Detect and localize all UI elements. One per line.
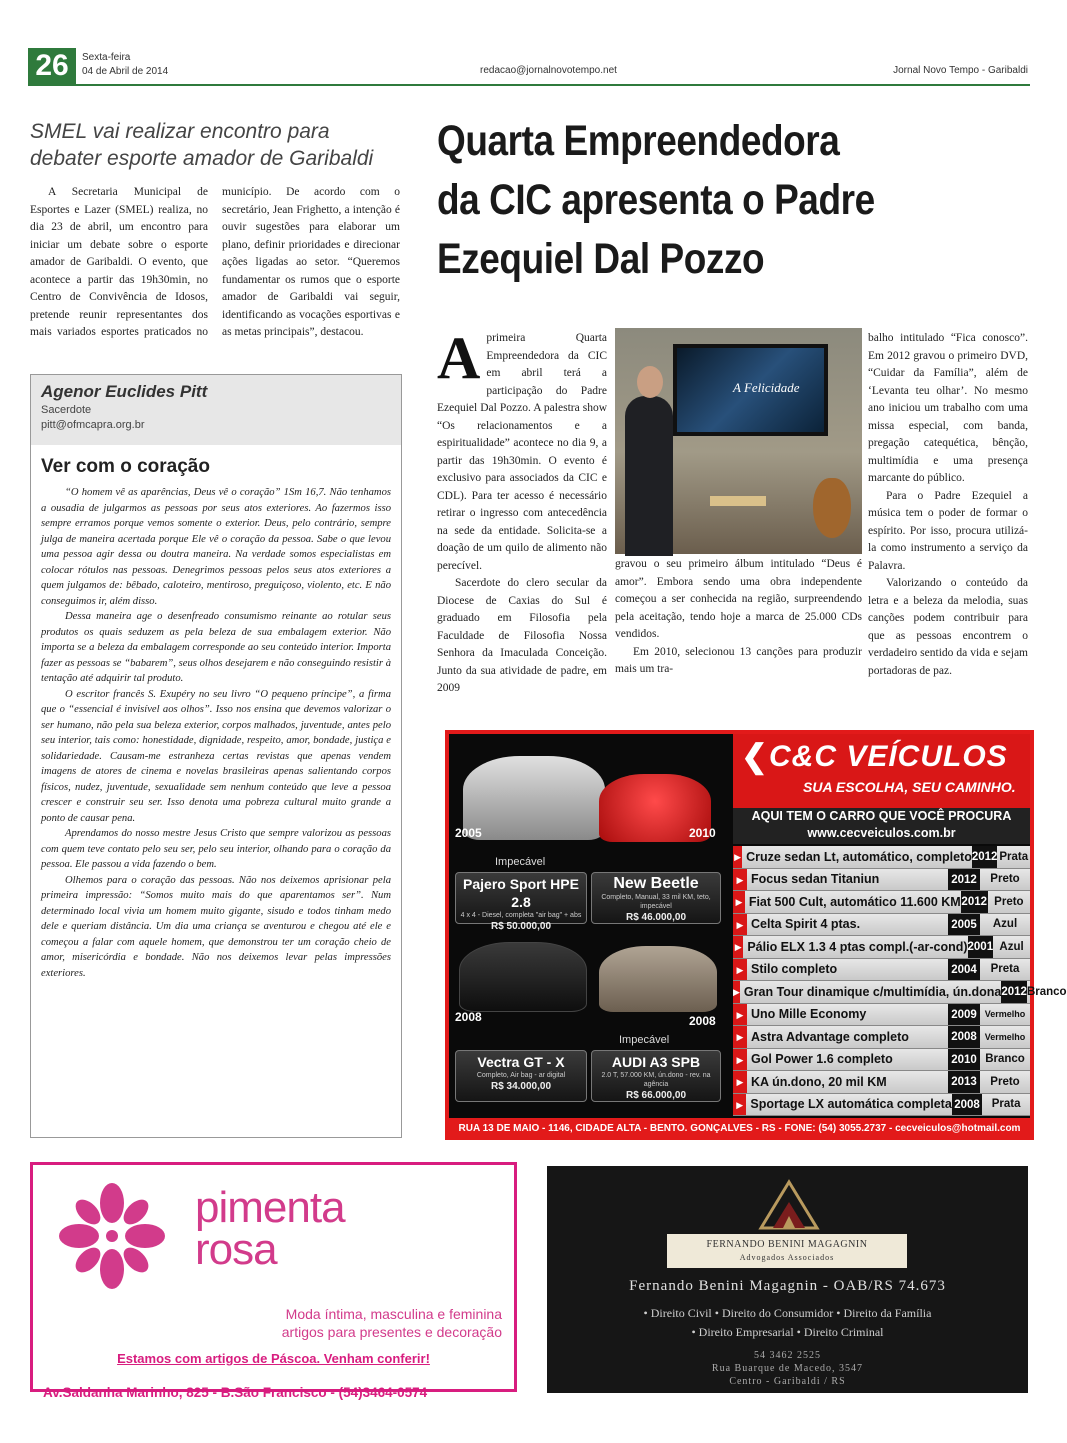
dealer-footer: RUA 13 DE MAIO - 1146, CIDADE ALTA - BENTO. GONÇALVES - RS - FONE: (54) 3055.2737 - cecveiculos@hotmail.com <box>458 1123 1021 1134</box>
car-list-year: 2009 <box>948 1004 980 1026</box>
car-list-year: 2012 <box>1001 981 1027 1003</box>
car-list-name: Stilo completo <box>751 962 838 977</box>
lawyer-name: Fernando Benini Magagnin - OAB/RS 74.673 <box>629 1278 946 1294</box>
shop-address: Av.Saldanha Marinho, 825 - B.São Francisco - (54)3464-0574 <box>43 1385 428 1400</box>
mountain-logo-icon <box>757 1176 821 1232</box>
car-list-color: Azul <box>999 940 1024 953</box>
car-list-row <box>733 891 1030 914</box>
column-body <box>31 485 401 981</box>
car-name: Vectra GT - X <box>477 1054 565 1070</box>
car-list-name: Focus sedan Titaniun <box>751 872 880 887</box>
car-list-year: 2004 <box>948 959 980 981</box>
header-email[interactable]: redacao@jornalnovotempo.net <box>480 65 617 76</box>
car-list-row <box>733 959 1030 982</box>
shop-description <box>282 1305 502 1341</box>
car-ad-inner <box>449 734 1067 1118</box>
header-date-text: 04 de Abril de 2014 <box>82 66 169 77</box>
car-condition: Impecável <box>619 1034 670 1046</box>
car-list-year: 2008 <box>948 1026 980 1048</box>
car-list-name: Sportage LX automática completa <box>750 1097 952 1112</box>
article-paragraph: balho intitulado “Fica conosco”. Em 2012 gravou o primeiro DVD, “Cuidar da Família”, além de ‘Levanta teu olhar’. No mesmo ano iniciou um trabalho com uma missa especial, com banda, pregação catequética, bênção, multimídia e uma presença marcante do público. <box>868 332 1028 484</box>
law-city: Centro - Garibaldi / RS <box>729 1376 846 1387</box>
car-list-row <box>733 981 1067 1004</box>
car-list-year: 2008 <box>952 1094 983 1116</box>
pimenta-rosa-ad <box>30 1162 517 1400</box>
dealer-website[interactable]: www.cecveiculos.com.br <box>807 826 956 840</box>
car-name: Pajero Sport HPE 2.8 <box>463 876 579 910</box>
page-header <box>28 48 1030 86</box>
car-year: 2008 <box>455 1010 482 1024</box>
article-paragraph: primeira Quarta Empreendedora da CIC em abril terá a participação do Padre Ezequiel Dal Pozzo. A palestra show “Os relacionamentos e a espiritualidade” acontece no dia 9, a partir das 19h30min. O evento é exclusivo para associados da CIC e CDL). Para ter acesso é necessário retirar o ingresso com antecedência na sede da entidade. Solicita-se a doação de um quilo de alimento não perecível. <box>437 332 607 572</box>
arrow-right-icon: ▶ <box>733 1071 747 1093</box>
article-paragraph: Para o Padre Ezequiel a música tem o poder de formar o espírito. Por isso, procura utilizá-la como instrumento a serviço da Palavra. <box>868 489 1028 572</box>
arrow-right-icon: ▶ <box>733 981 740 1003</box>
car-dealer-ad <box>445 730 1067 1140</box>
law-band-name: FERNANDO BENINI MAGAGNIN <box>706 1239 868 1250</box>
column-paragraph: Aprendamos do nosso mestre Jesus Cristo que sempre valorizou as pessoas com quem teve contato pelo seu ser, pelo seu interior, olhando para o coração da pessoa. Ele passou a vida fazendo o bem. <box>41 828 391 870</box>
car-price: R$ 46.000,00 <box>625 912 687 923</box>
car-price: R$ 50.000,00 <box>490 921 552 932</box>
car-desc: 4 x 4 - Diesel, completa "air bag" + abs <box>460 912 582 919</box>
car-list-row <box>733 869 1030 892</box>
law-name-band <box>667 1234 907 1268</box>
column-paragraph: “O homem vê as aparências, Deus vê o coração” 1Sm 16,7. Não tenhamos a ousadia de julgarmos as pessoas por seus atos exteriores. Ao fazermos isso sempre erramos porque vemos somente o exterior. Deus, pelo contrário, sempre julga de maneira acertada porque Ele vê o coração da pessoa. Sabe o que levou uma pessoa agir dessa ou doutra maneira. Na verdade somos especialistas em colocar rótulos nas pessoas. Denegrimos pessoas pelos seus atos exteriores a quem julgamos de: bêbado, caloteiro, mentiroso, preguiçoso, violento, etc. E não conseguimos ir, além disso. <box>41 487 391 607</box>
article-column-1 <box>437 325 607 698</box>
priest-head <box>637 366 663 398</box>
car-list-color: Azul <box>992 918 1018 931</box>
car-list-color: Branco <box>985 1053 1025 1066</box>
arrow-right-icon: ▶ <box>733 891 745 913</box>
priest-figure <box>625 396 673 556</box>
drop-cap: A <box>437 325 481 391</box>
car-year: 2005 <box>455 826 482 840</box>
car-desc: Completo, Manual, 33 mil KM, teto, impecável <box>601 894 711 910</box>
car-list-row <box>733 1049 1030 1072</box>
car-list-name: Cruze sedan Lt, automático, completo <box>746 849 972 864</box>
shelf <box>710 496 766 506</box>
flower-ornament-icon <box>53 1177 171 1295</box>
dealer-name: C&C VEÍCULOS <box>769 740 1008 773</box>
arrow-right-icon: ▶ <box>733 1026 747 1048</box>
dealer-slogan: SUA ESCOLHA, SEU CAMINHO. <box>803 779 1016 795</box>
shop-name-line1: pimenta <box>195 1183 345 1232</box>
car-list-name: Fiat 500 Cult, automático 11.600 KM <box>748 894 961 909</box>
car-list-color: Preto <box>994 895 1024 908</box>
column-author-email[interactable]: pitt@ofmcapra.org.br <box>41 419 145 431</box>
car-list-color: Vermelho <box>984 1031 1026 1042</box>
car-card-audi <box>591 1050 721 1102</box>
car-list-color: Prata <box>999 850 1029 863</box>
column-title: Ver com o coração <box>41 456 210 477</box>
car-list-color: Vermelho <box>984 1009 1026 1020</box>
column-header <box>31 375 401 445</box>
car-list-row <box>733 846 1030 869</box>
car-list-row <box>733 1004 1030 1027</box>
page-number: 26 <box>28 48 76 84</box>
dealer-brand <box>733 734 1030 808</box>
column-paragraph: O escritor francês S. Exupéry no seu livro “O pequeno príncipe”, a firma que o “essencial é invisível aos olhos”. Isso nos ensina que devemos valorizar o ser humano, não pela sua beleza exterior, corpos malhados, juventude, antes pelo seu interior, tais como: honestidade, dignidade, respeito, amor, bondade, justiça e solidariedade. Causam-me estranheza certas revistas que apenas vendem imagens de atores de cinema e novelas brasileiras apenas salientando corpos físicos, nudez, juventude, sexualidade sem nenhum conteúdo que leve a pessoa crescer e construir seu ser. Isso denota uma pobreza cultural muito grande a ponto de causar pena. <box>41 688 391 824</box>
chevron-left-icon: ❮ <box>741 738 768 774</box>
car-list-year: 2010 <box>948 1049 980 1071</box>
column-paragraph: Dessa maneira age o desenfreado consumismo reinante ao rotular seus produtos os quais seduzem as pela beleza de sua embalagem exterior. Não importa se a beleza da embalagem corresponde ao seu conteúdo interior. Importa fazer as pessoas se “babarem”, seus olhos desejarem e não conseguindo resistir à tentação até adquirir tal produto. <box>41 611 391 684</box>
car-list-color: Prata <box>991 1098 1021 1111</box>
tv-screen <box>673 344 828 436</box>
header-weekday: Sexta-feira <box>82 52 131 63</box>
article-paragraph: Em 2010, selecionou 13 canções para produzir mais um tra- <box>615 645 862 675</box>
article-column-3 <box>868 330 1028 680</box>
car-list-name: Celta Spirit 4 ptas. <box>751 917 861 932</box>
car-list-row <box>733 1071 1030 1094</box>
law-areas: • Direito Civil • Direito do Consumidor • Direito da Família <box>643 1306 932 1320</box>
arrow-right-icon: ▶ <box>733 936 743 958</box>
car-list-name: Pálio ELX 1.3 4 ptas compl.(-ar-cond) <box>747 939 968 954</box>
article-paragraph: Sacerdote do clero secular da Diocese de Caxias do Sul é graduado em Filosofia pela Faculdade de Filosofia Nossa Senhora da Imaculada Conceição. Junto da sua atividade de padre, em 2009 <box>437 577 607 694</box>
car-list-year: 2005 <box>948 914 980 936</box>
main-headline-line: da CIC apresenta o Padre <box>437 176 875 224</box>
arrow-right-icon: ▶ <box>733 914 747 936</box>
car-list-year: 2012 <box>961 891 988 913</box>
car-list-year: 2001 <box>968 936 994 958</box>
arrow-right-icon: ▶ <box>733 869 747 891</box>
law-office-ad <box>547 1166 1028 1393</box>
article-paragraph: gravou o seu primeiro álbum intitulado “Deus é amor”. Embora sendo uma obra independente começou a ser conhecida na região, surpreendendo pela aceitação, tendo hoje a marca de 25.000 CDs vendidos. <box>615 558 862 640</box>
car-list-color: Preto <box>990 1075 1020 1088</box>
car-name: AUDI A3 SPB <box>611 1054 701 1070</box>
shop-desc-line: artigos para presentes e decoração <box>281 1324 502 1340</box>
car-name: New Beetle <box>613 875 699 892</box>
main-headline-line: Quarta Empreendedora <box>437 117 840 165</box>
article-column-2 <box>615 556 862 679</box>
car-condition: Impecável <box>495 856 546 868</box>
smel-headline: SMEL vai realizar encontro para debater esporte amador de Garibaldi <box>30 120 374 170</box>
car-desc: 2.0 T, 57.000 KM, ún.dono - rev. na agência <box>601 1072 711 1088</box>
law-phone: 54 3462 2525 <box>754 1350 821 1361</box>
car-list-year: 2012 <box>972 846 998 868</box>
arrow-right-icon: ▶ <box>733 959 747 981</box>
car-price: R$ 66.000,00 <box>625 1090 687 1101</box>
car-photo-pajero <box>463 756 605 840</box>
car-list-color: Preta <box>990 963 1020 976</box>
car-list-year: 2012 <box>948 869 980 891</box>
priest-photo <box>615 328 862 554</box>
column-paragraph: Olhemos para o coração das pessoas. Não nos deixemos aprisionar pela primeira impressão: “Somos muito mais do que aparentamos ser”. Num determinado local vivia um homem muito gigante, sisudo e todos tinham medo dele e queriam distância. Um dia uma criança se aventurou e chegou até ele e começou a falar com aquele homem, que demonstrou ter um coração cheio de amor, misericórdia e bondade. Não nos deixemos levar pelas impressões exteriores. <box>41 874 391 979</box>
column-author-role: Sacerdote <box>41 404 92 416</box>
main-headline-line: Ezequiel Dal Pozzo <box>437 235 765 283</box>
car-photo-audi <box>599 946 717 1012</box>
car-year: 2010 <box>689 826 716 840</box>
car-list-row <box>733 936 1030 959</box>
car-year: 2008 <box>689 1014 716 1028</box>
car-list-color: Branco <box>1026 985 1067 998</box>
car-card-pajero <box>455 872 587 932</box>
dealer-headline <box>733 808 1030 844</box>
shop-name-line2: rosa <box>195 1225 277 1274</box>
car-list-row <box>733 914 1030 937</box>
easter-notice: Estamos com artigos de Páscoa. Venham conferir! <box>117 1351 430 1366</box>
featured-cars <box>449 734 729 1118</box>
guitar-icon <box>813 478 851 538</box>
car-photo-vectra <box>459 942 587 1012</box>
car-list-name: KA ún.dono, 20 mil KM <box>751 1074 887 1089</box>
car-card-vectra <box>455 1050 587 1102</box>
arrow-right-icon: ▶ <box>733 1049 747 1071</box>
car-list <box>733 846 1067 1116</box>
law-street: Rua Buarque de Macedo, 3547 <box>711 1363 864 1374</box>
article-paragraph: Valorizando o conteúdo da letra e a beleza da melodia, suas canções podem contribuir para que as pessoas encontrem o verdadeiro sentido da vida e sejam portadoras de paz. <box>868 577 1028 677</box>
arrow-right-icon: ▶ <box>733 846 742 868</box>
header-date <box>82 51 168 79</box>
tv-screen-text: A Felicidade <box>733 380 800 395</box>
car-card-beetle <box>591 872 721 924</box>
car-list-year: 2013 <box>948 1071 980 1093</box>
arrow-right-icon: ▶ <box>733 1004 747 1026</box>
smel-body: A Secretaria Municipal de Esportes e Lazer (SMEL) realiza, no dia 23 de abril, um encontro para iniciar um debate sobre o esporte amador de Garibaldi. O evento, que acontece a partir das 19h30min, no Centro de Convivência de Idosos, pretende reunir representantes dos mais variados esportes praticados no município. De acordo com o secretário, Jean Frighetto, a intenção é ouvir sugestões para elaborar um plano, definir prioridades e direcionar ações ligadas ao setor. “Queremos fundamentar os rumos que o esporte amador de Garibaldi vai seguir, identificando as vocações esportivas e as metas principais”, destacou. <box>30 186 400 338</box>
car-list-row <box>733 1026 1030 1049</box>
shop-desc-line: Moda íntima, masculina e feminina <box>285 1306 502 1322</box>
dealer-headline-text: AQUI TEM O CARRO QUE VOCÊ PROCURA <box>751 809 1012 823</box>
main-headline <box>437 112 953 289</box>
arrow-right-icon: ▶ <box>733 1094 746 1116</box>
car-list-name: Uno Mille Economy <box>751 1007 867 1022</box>
car-list-name: Gran Tour dinamique c/multimídia, ún.dona <box>743 984 1002 999</box>
car-desc: Completo, Air bag - ar digital <box>476 1072 566 1079</box>
car-list-name: Astra Advantage completo <box>751 1029 909 1044</box>
car-list-row <box>733 1094 1030 1117</box>
car-list-color: Preto <box>990 873 1020 886</box>
car-list-name: Gol Power 1.6 completo <box>751 1052 893 1067</box>
opinion-column <box>30 374 402 1138</box>
law-areas: • Direito Empresarial • Direito Criminal <box>691 1325 884 1339</box>
car-price: R$ 34.000,00 <box>490 1081 552 1092</box>
column-author: Agenor Euclides Pitt <box>41 382 208 401</box>
law-band-sub: Advogados Associados <box>739 1253 835 1262</box>
header-paper-name: Jornal Novo Tempo - Garibaldi <box>893 65 1028 76</box>
